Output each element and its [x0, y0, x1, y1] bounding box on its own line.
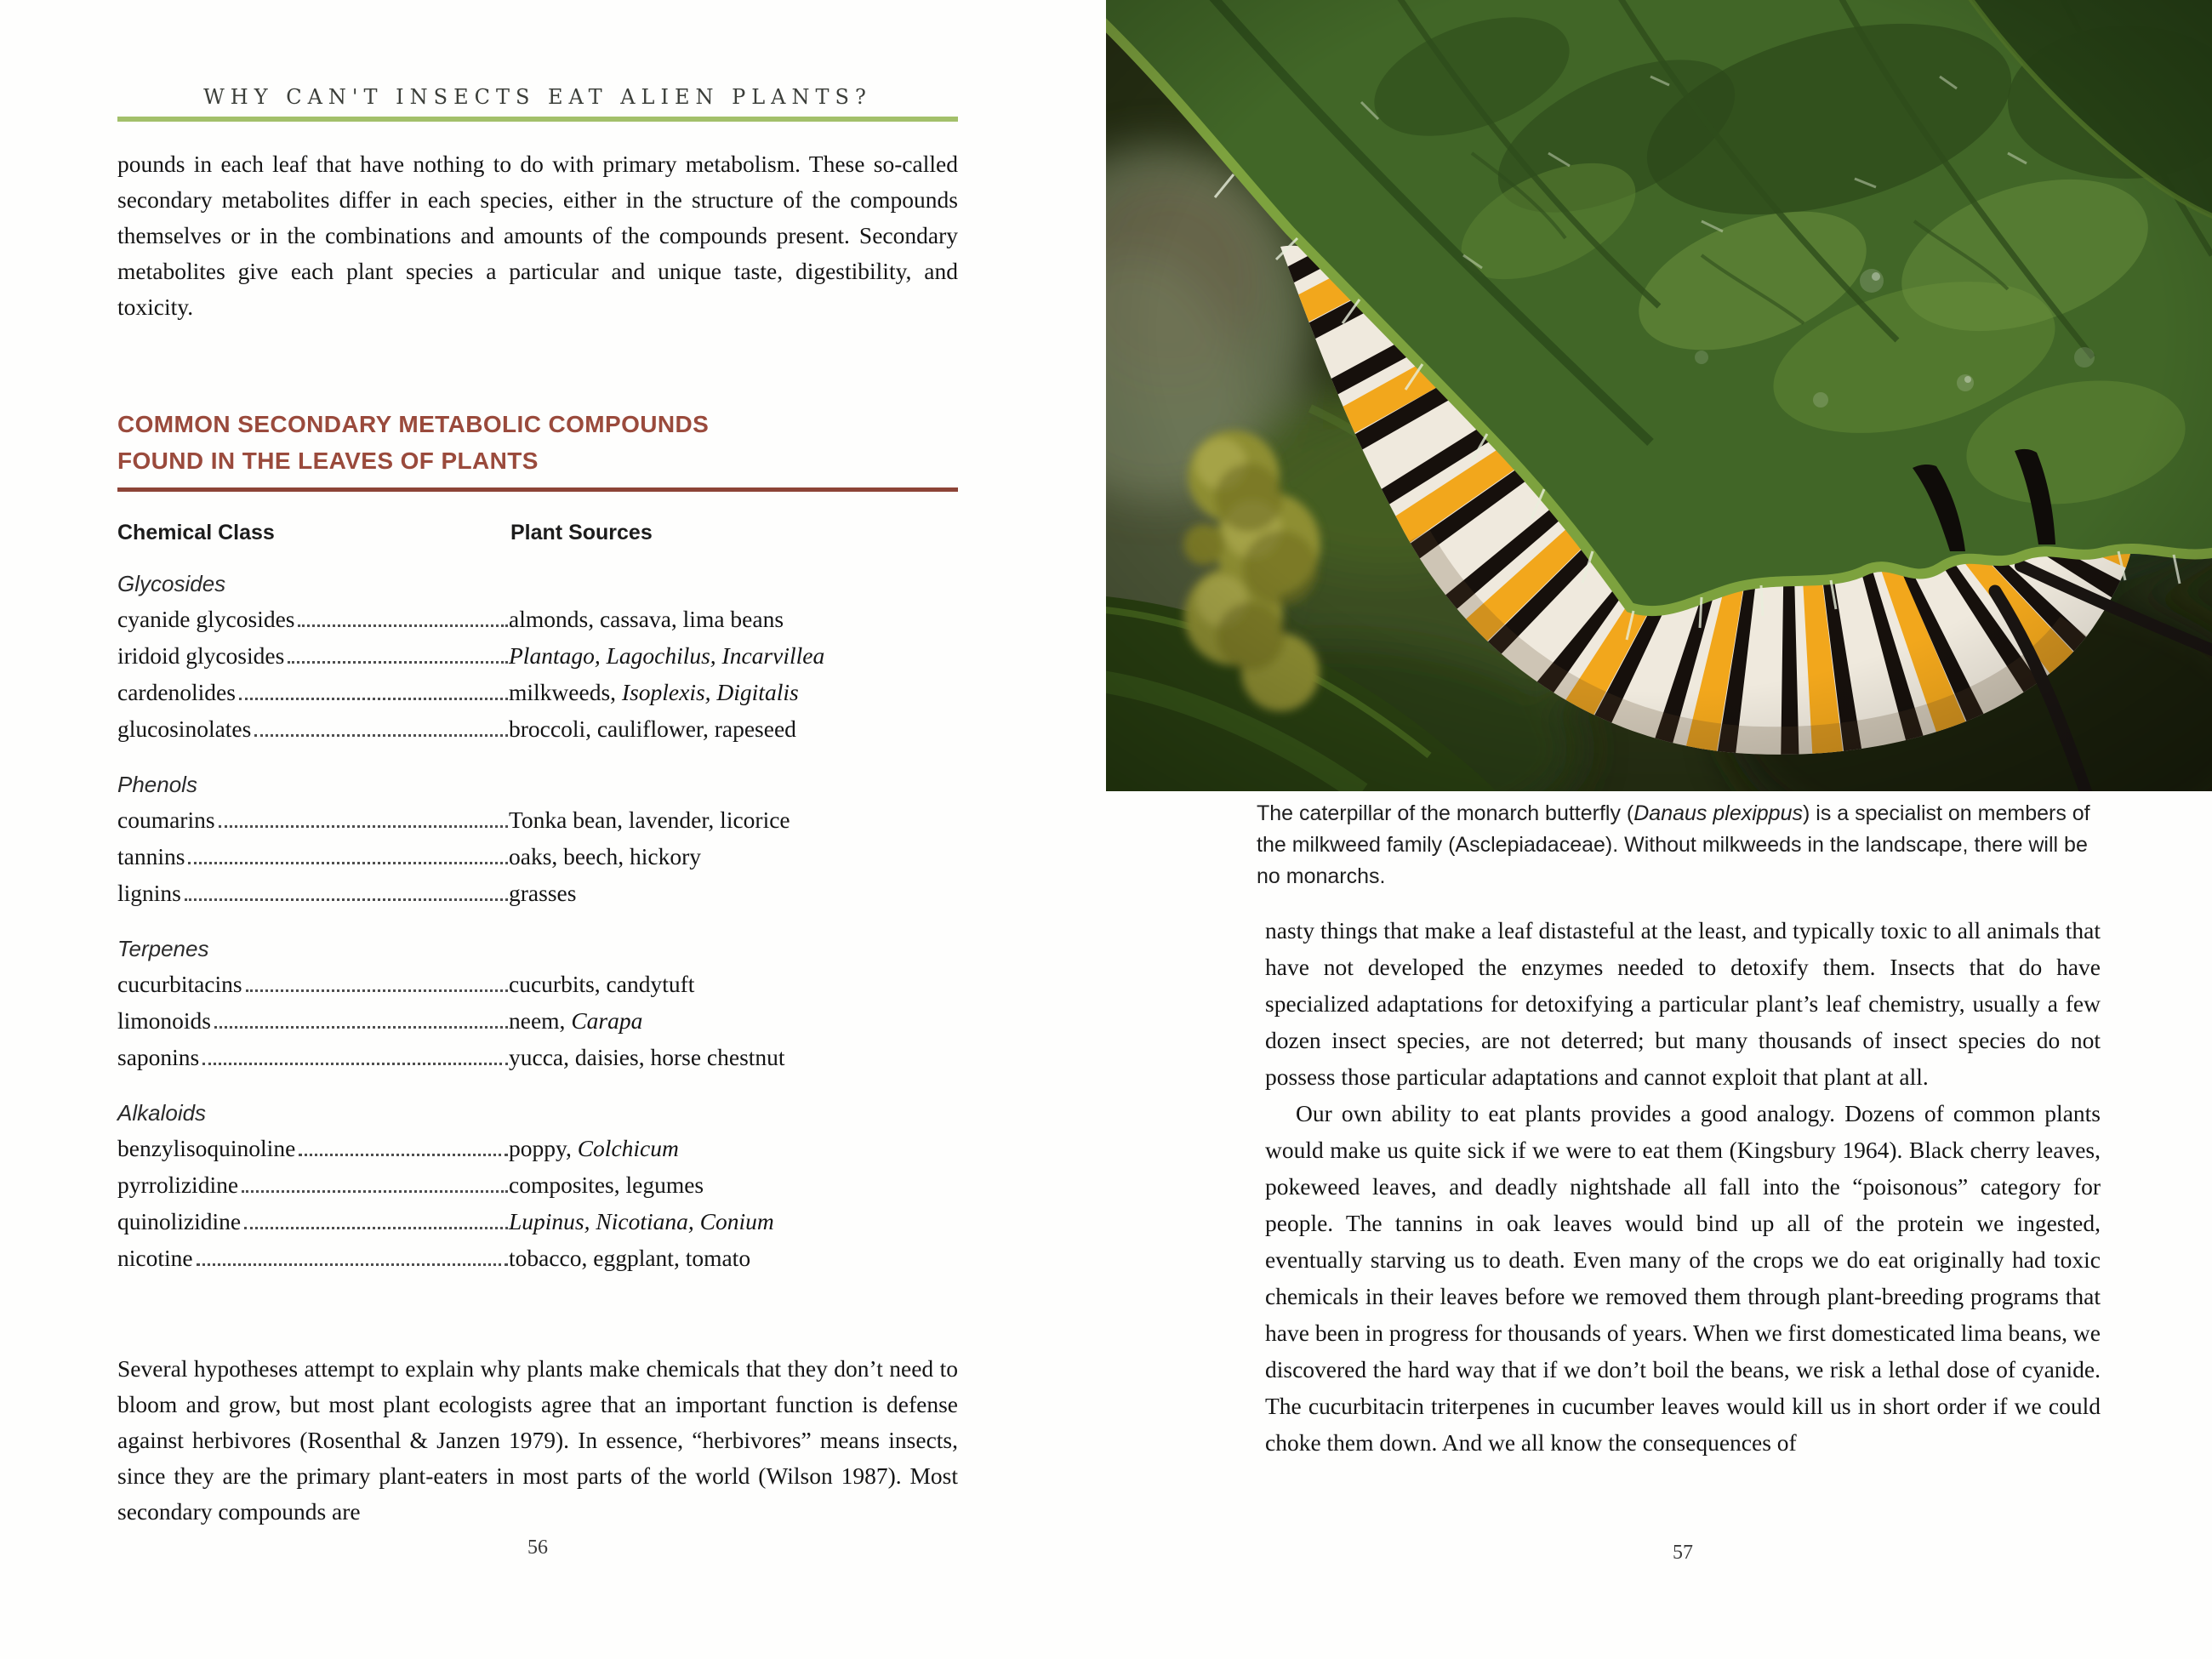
table-row [117, 1002, 958, 1039]
plant-sources: poppy, Colchicum [509, 1135, 679, 1161]
paragraph: Our own ability to eat plants provides a good analogy. Dozens of common plants would make us quite sick if we were to eat them (Kingsbury 1964). Black cherry leaves, pokeweed leaves, and deadly nightshade all fall into the “poisonous” category for people. The tannins in oak leaves would bind up all of the protein we ingested, eventually starving us to death. Even many of the crops we do eat originally had toxic chemicals in their leaves before we removed them through plant-breeding programs that have been in progress for thousands of years. When we first domesticated lima beans, we discovered the hard way that if we don’t boil the beans, we risk a lethal dose of cyanide. The cucurbitacin triterpenes in cucumber leaves would kill us in short order if we could choke them down. And we all know the consequences of [1265, 1100, 2101, 1456]
table-group-label: Alkaloids [117, 1100, 207, 1126]
dotted-leader [298, 624, 508, 627]
dotted-leader [214, 1025, 508, 1029]
dotted-leader [185, 898, 508, 901]
chemical-name: cucurbitacins [117, 971, 242, 997]
chemical-name: coumarins [117, 807, 215, 833]
table-group-label: Terpenes [117, 936, 209, 961]
chemical-name: cyanide glycosides [117, 606, 295, 632]
table-header-row [117, 521, 958, 551]
dotted-leader [202, 1062, 508, 1065]
chemical-name: saponins [117, 1044, 200, 1070]
table-row [117, 1240, 958, 1276]
plant-sources: milkweeds, Isoplexis, Digitalis [509, 679, 799, 705]
table-row [117, 1203, 958, 1240]
table-row [117, 838, 958, 875]
chemical-name: iridoid glycosides [117, 642, 285, 669]
table-row [117, 637, 958, 674]
chemical-name: cardenolides [117, 679, 236, 705]
table-row [117, 710, 958, 747]
page-number-left: 56 [527, 1536, 548, 1559]
plant-sources: yucca, daisies, horse chestnut [509, 1044, 785, 1070]
table-row [117, 674, 958, 710]
table-group-label: Phenols [117, 772, 197, 797]
page-number-right: 57 [1673, 1542, 1693, 1564]
compound-table-body [117, 567, 958, 1276]
table-row [117, 966, 958, 1002]
photo-caption: The caterpillar of the monarch butterfly (Danaus plexippus) is a specialist on members of the milkweed family (Asclepiadaceae). Without milkweeds in the landscape, there will be no monarchs. [1257, 801, 2090, 888]
plant-sources: Plantago, Lagochilus, Incarvillea [509, 642, 825, 669]
dotted-leader [288, 660, 508, 664]
plant-sources: neem, Carapa [509, 1007, 643, 1034]
right-page-text [1265, 912, 2101, 1461]
plant-sources: cucurbits, candytuft [509, 971, 695, 997]
dotted-leader [188, 861, 508, 864]
table-group [117, 567, 958, 747]
table-title-rule [117, 487, 958, 492]
plant-sources: oaks, beech, hickory [509, 843, 702, 869]
chemical-name: nicotine [117, 1245, 193, 1271]
dotted-leader [299, 1153, 508, 1156]
paragraph: pounds in each leaf that have nothing to do with primary metabolism. These so-called secondary metabolites differ in each species, either in the structure of the compounds themselves or in the combinations and amounts of the compounds present. Secondary metabolites give each plant species a particular and unique taste, digestibility, and toxicity. [117, 151, 958, 320]
chemical-name: tannins [117, 843, 185, 869]
dotted-leader [246, 989, 508, 992]
paragraph: nasty things that make a leaf distasteful at the least, and typically toxic to all animals that have not developed the enzymes needed to detoxify them. Insects that do have specialized adaptations for detoxifying a particular plant’s leaf chemistry, usually a few dozen insect species, are not deterred; but many thousands of insect species do not possess those particular adaptations and cannot exploit that plant at all. [1265, 917, 2101, 1090]
plant-sources: grasses [509, 880, 577, 906]
column-header-plant-sources: Plant Sources [510, 521, 653, 544]
dotted-leader [244, 1226, 508, 1229]
table-group [117, 1096, 958, 1276]
monarch-caterpillar-photo [1106, 0, 2212, 791]
table-row [117, 875, 958, 911]
chemical-name: benzylisoquinoline [117, 1135, 296, 1161]
plant-sources: almonds, cassava, lima beans [509, 606, 784, 632]
plant-sources: tobacco, eggplant, tomato [509, 1245, 751, 1271]
chemical-name: limonoids [117, 1007, 212, 1034]
header-rule [117, 117, 958, 122]
paragraph: Several hypotheses attempt to explain why plants make chemicals that they don’t need to bloom and grow, but most plant ecologists agree that an important function is defense against herbivores (Rosenthal & Janzen 1979). In essence, “herbivores” means insects, since they are the primary plant-eaters in most parts of the world (Wilson 1987). Most secondary compounds are [117, 1355, 958, 1525]
chemical-name: lignins [117, 880, 181, 906]
running-header: WHY CAN'T INSECTS EAT ALIEN PLANTS? [203, 85, 872, 109]
plant-sources: Lupinus, Nicotiana, Conium [509, 1208, 774, 1234]
table-title-line2: FOUND IN THE LEAVES OF PLANTS [117, 448, 539, 474]
chemical-name: glucosinolates [117, 715, 252, 742]
table-group [117, 767, 958, 911]
photo-vignette [1106, 0, 2212, 791]
dotted-leader [254, 733, 508, 737]
column-header-chemical-class: Chemical Class [117, 521, 275, 544]
dotted-leader [239, 697, 508, 700]
table-group [117, 932, 958, 1075]
chemical-name: quinolizidine [117, 1208, 242, 1234]
table-row [117, 801, 958, 838]
dotted-leader [219, 824, 508, 828]
plant-sources: broccoli, cauliflower, rapeseed [509, 715, 796, 742]
plant-sources: composites, legumes [509, 1172, 704, 1198]
dotted-leader [197, 1263, 508, 1266]
dotted-leader [242, 1189, 508, 1193]
plant-sources: Tonka bean, lavender, licorice [509, 807, 790, 833]
table-row [117, 1130, 958, 1166]
left-page [117, 0, 958, 1659]
table-row [117, 601, 958, 637]
chemical-name: pyrrolizidine [117, 1172, 239, 1198]
table-group-label: Glycosides [117, 571, 226, 596]
table-title-line1: COMMON SECONDARY METABOLIC COMPOUNDS [117, 411, 710, 437]
table-title [117, 406, 958, 479]
table-row [117, 1039, 958, 1075]
table-row [117, 1166, 958, 1203]
